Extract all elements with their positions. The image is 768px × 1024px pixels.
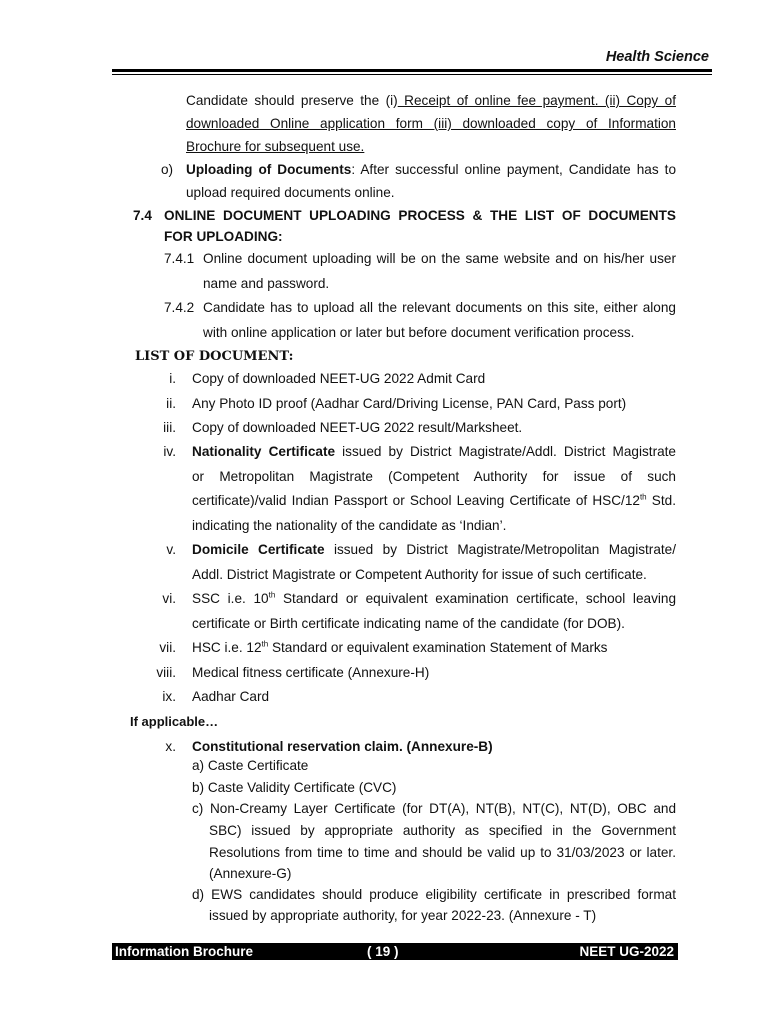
doc-ii-marker: ii. xyxy=(166,396,176,411)
intro-line-3: Brochure for subsequent use. xyxy=(186,139,365,154)
list-of-document-heading: LIST OF DOCUMENT: xyxy=(135,349,294,364)
item-o-marker: o) xyxy=(161,162,174,177)
doc-iv-superscript: th xyxy=(639,492,647,502)
item-o-text: : After successful online payment, Candidate has to xyxy=(351,162,677,177)
item-x-d-line-1: d) EWS candidates should produce eligibility certificate in prescribed format xyxy=(192,887,676,902)
doc-iv-line-3-text: certificate)/valid Indian Passport or School Leaving Certificate of HSC/12 xyxy=(192,493,640,508)
item-x-marker: x. xyxy=(165,739,176,754)
doc-i-text: Copy of downloaded NEET-UG 2022 Admit Card xyxy=(192,371,486,386)
doc-iv-line-1 xyxy=(192,441,676,463)
doc-v-bold: Domicile Certificate xyxy=(192,542,325,557)
doc-v-line-2: Addl. District Magistrate or Competent Authority for issue of such certificate. xyxy=(192,567,647,582)
doc-vi-text: SSC i.e. 10 xyxy=(192,591,269,606)
intro-underlined-text: Receipt of online fee payment. (ii) Copy of xyxy=(397,93,676,108)
item-x-c-line-1: c) Non-Creamy Layer Certificate (for DT(A), NT(B), NT(C), NT(D), OBC and xyxy=(192,801,676,816)
item-o-bold: Uploading of Documents xyxy=(186,162,352,177)
intro-line-2: downloaded Online application form (iii) downloaded copy of Information xyxy=(186,116,676,131)
doc-ii-text: Any Photo ID proof (Aadhar Card/Driving License, PAN Card, Pass port) xyxy=(192,396,627,411)
footer-right: NEET UG-2022 xyxy=(579,944,674,959)
item-o-line-2: upload required documents online. xyxy=(186,185,395,200)
item-x-title: Constitutional reservation claim. (Annexure-B) xyxy=(192,739,493,754)
footer-bar xyxy=(112,943,678,960)
doc-vii-superscript: th xyxy=(261,639,269,649)
page-header-title: Health Science xyxy=(605,49,709,65)
subsection-7-4-2-number: 7.4.2 xyxy=(164,300,195,315)
doc-iii-text: Copy of downloaded NEET-UG 2022 result/Marksheet. xyxy=(192,420,523,435)
subsection-7-4-1-number: 7.4.1 xyxy=(164,251,195,266)
subsection-7-4-1-line-2: name and password. xyxy=(203,276,330,291)
doc-iv-line-4: indicating the nationality of the candidate as ‘Indian’. xyxy=(192,518,507,533)
header-rule-thin xyxy=(112,74,712,75)
subsection-7-4-2-line-1: Candidate has to upload all the relevant documents on this site, either along xyxy=(203,300,676,315)
doc-iv-line-3 xyxy=(192,490,676,512)
doc-viii-text: Medical fitness certificate (Annexure-H) xyxy=(192,665,430,680)
doc-vii-marker: vii. xyxy=(159,640,176,655)
header-rule-thick xyxy=(112,69,712,72)
doc-vi-line-2: certificate or Birth certificate indicating name of the candidate (for DOB). xyxy=(192,616,625,631)
section-title-line-1: ONLINE DOCUMENT UPLOADING PROCESS & THE LIST OF DOCUMENTS xyxy=(164,208,676,223)
doc-i-marker: i. xyxy=(169,371,176,386)
subsection-7-4-1-line-1: Online document uploading will be on the same website and on his/her user xyxy=(203,251,676,266)
doc-v-line-1 xyxy=(192,539,676,561)
subsection-7-4-2-line-2: with online application or later but before document verification process. xyxy=(203,325,635,340)
doc-vi-line-1 xyxy=(192,588,676,610)
item-x-c-line-3: Resolutions from time to time and should be valid up to 31/03/2023 or later. xyxy=(209,845,676,860)
doc-vii-text-pre: HSC i.e. 12 xyxy=(192,640,262,655)
doc-iv-text: issued by District Magistrate/Addl. District Magistrate xyxy=(335,444,676,459)
item-x-d-line-2: issued by appropriate authority, for year 2022-23. (Annexure - T) xyxy=(209,908,597,923)
doc-v-text: issued by District Magistrate/Metropolitan Magistrate/ xyxy=(324,542,676,557)
item-x-b: b) Caste Validity Certificate (CVC) xyxy=(192,780,397,795)
doc-viii-marker: viii. xyxy=(156,665,176,680)
doc-ix-text: Aadhar Card xyxy=(192,689,270,704)
doc-iv-line-2: or Metropolitan Magistrate (Competent Authority for issue of such xyxy=(192,469,676,484)
doc-iv-bold: Nationality Certificate xyxy=(192,444,336,459)
footer-page-number: ( 19 ) xyxy=(367,944,399,959)
doc-vi-marker: vi. xyxy=(162,591,176,606)
doc-vii-text xyxy=(192,637,607,659)
item-x-c-line-4: (Annexure-G) xyxy=(209,866,292,881)
item-x-a: a) Caste Certificate xyxy=(192,758,309,773)
if-applicable-heading: If applicable… xyxy=(130,714,219,729)
doc-v-marker: v. xyxy=(166,542,176,557)
doc-vi-text-tail: Standard or equivalent examination certificate, school leaving xyxy=(275,591,677,606)
section-title-line-2: FOR UPLOADING: xyxy=(164,229,283,244)
doc-vi-superscript: th xyxy=(268,590,276,600)
footer-left: Information Brochure xyxy=(115,944,254,959)
doc-iv-marker: iv. xyxy=(163,444,176,459)
intro-text: Candidate should preserve the (i) xyxy=(186,93,398,108)
doc-ix-marker: ix. xyxy=(162,689,176,704)
section-number: 7.4 xyxy=(133,208,152,223)
item-o-line-1 xyxy=(186,159,676,181)
item-x-c-line-2: SBC) issued by appropriate authority as specified in the Government xyxy=(209,823,676,838)
doc-iv-line-3-tail: Std. xyxy=(646,493,676,508)
doc-iii-marker: iii. xyxy=(163,420,176,435)
intro-line-1 xyxy=(186,90,676,112)
doc-vii-text-post: Standard or equivalent examination Statement of Marks xyxy=(268,640,608,655)
